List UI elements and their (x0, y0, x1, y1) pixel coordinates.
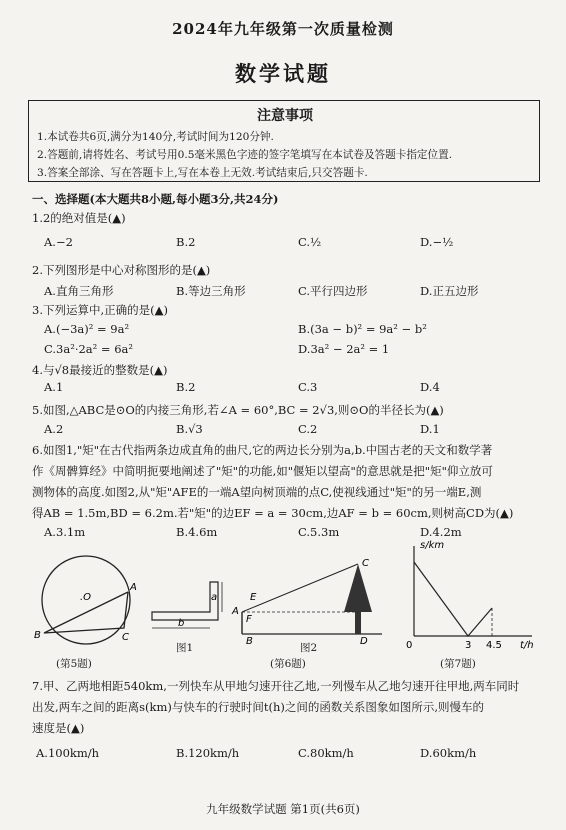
q4-option-c: C.3 (298, 380, 318, 394)
q6-label-a: a (211, 592, 218, 603)
q7-line-2: 出发,两车之间的距离s(km)与快车的行驶时间t(h)之间的函数关系图象如图所示,则慢车的 (32, 700, 485, 714)
q5-caption: (第5题) (56, 658, 92, 670)
q7-tick-3: 3 (465, 640, 472, 651)
q6-label-B: B (246, 636, 253, 647)
q6-tree-trunk (355, 612, 361, 634)
q7-figure (400, 540, 540, 650)
notice-line-1: 1.本试卷共6页,满分为140分,考试时间为120分钟. (37, 131, 274, 143)
q7-option-c: C.80km/h (298, 746, 354, 760)
question-7-stem (32, 676, 542, 739)
q6-line-4: 得AB = 1.5m,BD = 6.2m.若"矩"的边EF = a = 30cm,边AF = b = 60cm,则树高CD为(▲) (32, 506, 514, 520)
q7-line-1: 7.甲、乙两地相距540km,一列快车从甲地匀速开往乙地,一列慢车从乙地匀速开往甲地,两车同时 (32, 679, 520, 693)
q6-figure-1 (148, 578, 228, 638)
q6-tree-crown (344, 564, 372, 612)
q6-line-2: 作《周髀算经》中简明扼要地阐述了"矩"的功能,如"偃矩以望高"的意思就是把"矩"仰立放可 (32, 464, 493, 478)
q6-option-b: B.4.6m (176, 525, 218, 539)
q7-y-label: s/km (420, 540, 445, 551)
q4-option-b: B.2 (176, 380, 196, 394)
q6-square-shape (152, 582, 218, 620)
question-1-stem: 1.2的绝对值是(▲) (32, 211, 126, 225)
q5-option-b: B.√3 (176, 422, 203, 436)
q2-option-c: C.平行四边形 (298, 284, 368, 298)
q1-option-a: A.−2 (44, 235, 73, 249)
q2-option-b: B.等边三角形 (176, 284, 246, 298)
q2-option-d: D.正五边形 (420, 284, 479, 298)
q7-graph-line (414, 562, 492, 636)
q6-line-1: 6.如图1,"矩"在古代指两条边成直角的曲尺,它的两边长分别为a,b.中国古老的天文和数学著 (32, 443, 493, 457)
q7-tick-45: 4.5 (486, 640, 502, 651)
page-footer: 九年级数学试题 第1页(共6页) (206, 802, 360, 816)
section-heading: 一、选择题(本大题共8小题,每小题3分,共24分) (32, 192, 279, 206)
q6-fig1-label: 图1 (176, 642, 194, 654)
q5-option-c: C.2 (298, 422, 318, 436)
q6-caption: (第6题) (270, 658, 306, 670)
question-5-stem: 5.如图,△ABC是⊙O的内接三角形,若∠A = 60°,BC = 2√3,则⊙O的半径长为(▲) (32, 403, 444, 417)
subject-title: 数学试题 (235, 61, 331, 86)
q6-label-F: F (246, 614, 252, 625)
q6-option-d: D.4.2m (420, 525, 462, 539)
exam-title: 2024年九年级第一次质量检测 (172, 20, 394, 38)
q5-label-c: C (122, 632, 129, 643)
q5-option-a: A.2 (44, 422, 64, 436)
q6-label-C: C (362, 558, 369, 569)
q1-option-d: D.−½ (420, 235, 454, 249)
q2-option-a: A.直角三角形 (44, 284, 114, 298)
q3-option-d: D.3a² − 2a² = 1 (298, 342, 390, 356)
question-3-stem: 3.下列运算中,正确的是(▲) (32, 303, 168, 317)
q6-label-D: D (360, 636, 368, 647)
q6-figure-2 (232, 556, 392, 646)
q3-option-c: C.3a²·2a² = 6a² (44, 342, 133, 356)
notice-title: 注意事项 (257, 108, 313, 124)
q7-origin: 0 (406, 640, 413, 651)
q5-label-a: A (130, 582, 137, 593)
question-6-stem (32, 440, 542, 524)
notice-line-3: 3.答案全部涂、写在答题卡上,写在本卷上无效.考试结束后,只交答题卡. (37, 167, 368, 179)
notice-line-2: 2.答题前,请将姓名、考试号用0.5毫米黑色字迹的签字笔填写在本试卷及答题卡指定位置. (37, 149, 453, 161)
q6-option-a: A.3.1m (44, 525, 86, 539)
q4-option-a: A.1 (44, 380, 64, 394)
q3-option-a: A.(−3a)² = 9a² (44, 322, 130, 336)
q5-option-d: D.1 (420, 422, 440, 436)
q6-label-A: A (232, 606, 239, 617)
question-2-stem: 2.下列图形是中心对称图形的是(▲) (32, 263, 211, 277)
q6-line-3: 测物体的高度.如图2,从"矩"AFE的一端A望向树顶端的点C,使视线通过"矩"的另一端E,测 (32, 485, 482, 499)
q7-option-b: B.120km/h (176, 746, 240, 760)
q7-line-3: 速度是(▲) (32, 721, 85, 735)
q1-option-b: B.2 (176, 235, 196, 249)
q7-x-label: t/h (520, 640, 534, 651)
q6-label-b: b (178, 618, 185, 629)
q5-label-b: B (34, 630, 41, 641)
q6-option-c: C.5.3m (298, 525, 340, 539)
q7-caption: (第7题) (440, 658, 476, 670)
q4-option-d: D.4 (420, 380, 440, 394)
notice-box (28, 100, 540, 182)
q3-option-b: B.(3a − b)² = 9a² − b² (298, 322, 427, 336)
q7-option-a: A.100km/h (36, 746, 100, 760)
q5-label-o: .O (80, 592, 92, 603)
q6-sight-line (242, 564, 358, 612)
q6-label-E: E (250, 592, 257, 603)
question-4-stem: 4.与√8最接近的整数是(▲) (32, 363, 168, 377)
q1-option-c: C.½ (298, 235, 322, 249)
q7-option-d: D.60km/h (420, 746, 477, 760)
q6-fig2-label: 图2 (300, 642, 318, 654)
q5-figure (34, 548, 144, 658)
